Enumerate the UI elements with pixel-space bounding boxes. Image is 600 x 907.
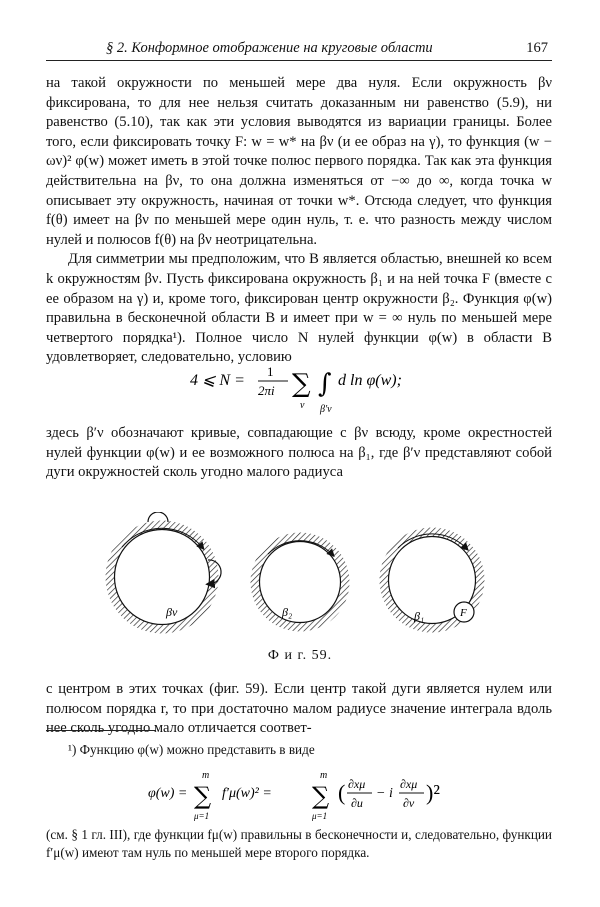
fn-sum2-top: m (320, 770, 328, 781)
paragraph-1: на такой окружности по меньшей мере два нуля. Если окружность βν фиксирована, то для нее нельзя считать доказанным ни равенство (5.9), ни равенство (5.10), так как эти условия выводятся из вариации границы. Более того, если фиксировать точку F: w = w* на βν (и ее образ на γ), то функция (w − ων)² φ(w) может иметь в этой точке полюс первого порядка. Так как эта функция действительна на βν, то она должна изменяться от −∞ до ∞, когда точка w описывает эту окружность, начиная от точки w*. Отсюда следует, что функция f(θ) имеет на βν по меньшей мере один нуль, т. е. что разность между числом нулей и полюсов f(θ) на βν неотрицательна. (46, 75, 552, 248)
circle-beta-1 (384, 532, 480, 628)
circle-beta-nu (110, 512, 221, 629)
fn-sum2-bottom: μ=1 (312, 811, 328, 821)
formula-lhs: 4 ⩽ N = (190, 372, 245, 389)
paragraph-2: Для симметрии мы предположим, что B является областью, внешней ко всем k окружностям βν. Пусть фиксирована окружность β₁ и на ней точка F (вместе с ее образом на γ) и, кроме того, фиксирован центр окружности β₂. Функция φ(w) правильна в бесконечной области B и имеет при w = ∞ нуль по меньшей мере четвертого порядка¹). Полное число N нулей функции φ(w) в области B удовлетворяет, следовательно, условию (46, 251, 552, 366)
circle-beta-2 (255, 537, 345, 627)
main-text (46, 74, 552, 368)
fn-paren-open: ( (338, 780, 346, 805)
footnote-line-2: (см. § 1 гл. III), где функции fμ(w) правильны в бесконечности и, следовательно, функции f′μ(w) имеют там нуль по меньшей мере второго порядка. (46, 827, 552, 860)
label-F: F (460, 607, 467, 619)
fn-frac2-den: ∂v (403, 796, 415, 810)
fn-frac1-den: ∂u (351, 796, 363, 810)
formula-sum: ∑ (292, 369, 311, 399)
fn-sum1-top: m (202, 770, 210, 781)
figure-59 (100, 512, 500, 642)
formula-sum-index: ν (300, 400, 305, 411)
running-header (46, 38, 552, 61)
formula-num: 1 (267, 364, 274, 379)
fn-frac2-num: ∂xμ (400, 777, 418, 791)
formula-integrand: d ln φ(w); (338, 372, 402, 389)
fn-frac1-num: ∂xμ (348, 777, 366, 791)
footnote-line-1: ¹) Функцию φ(w) можно представить в виде (68, 742, 315, 757)
label-beta-nu: βν (166, 605, 178, 619)
footnote-rule (46, 730, 156, 731)
page-number: 167 (526, 40, 548, 56)
main-text-2 (46, 424, 552, 483)
fn-sum1-bottom: μ=1 (194, 811, 210, 821)
main-formula (0, 352, 600, 423)
fn-sum1: ∑ (194, 782, 212, 810)
label-beta-2: β₂ (282, 605, 293, 619)
footnote (46, 741, 552, 759)
formula-int-index: β′ν (320, 404, 332, 415)
fn-sum2: ∑ (312, 782, 330, 810)
label-beta-1: β₁ (414, 609, 425, 623)
footnote-formula (0, 764, 600, 829)
fn-term1: f′μ(w)² = (222, 786, 272, 801)
header-title: § 2. Конформное отображение на круговые области (106, 40, 433, 56)
footnote-2 (46, 826, 552, 862)
paragraph-4: с центром в этих точках (фиг. 59). Если центр такой дуги является нулем или полюсом порядка r, то при достаточно малом радиусе значение интеграла вдоль нее сколь угодно мало отличается соответ- (46, 681, 552, 737)
paragraph-3: здесь β′ν обозначают кривые, совпадающие с βν всюду, кроме окрестностей нулей функции φ(w) и ее возможного полюса на β₁, где β′ν представляют собой дуги окружностей сколь угодно малого радиуса (46, 425, 552, 481)
main-formula-svg (0, 352, 600, 418)
figure-caption: Ф и г. 59. (267, 648, 333, 663)
fn-paren-close: )² (426, 780, 440, 805)
footnote-formula-svg (0, 764, 600, 824)
fn-lhs: φ(w) = (148, 786, 188, 801)
formula-den: 2πi (258, 383, 275, 398)
fn-minus-i: − i (376, 786, 393, 801)
formula-integral: ∫ (318, 369, 332, 399)
